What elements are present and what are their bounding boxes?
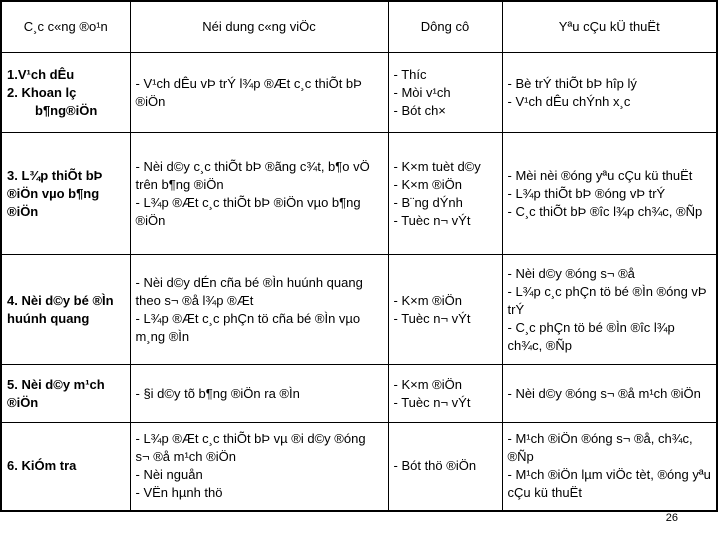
content-text: - §i d©y tõ b¶ng ®iÖn ra ®Ìn	[135, 385, 300, 401]
step-cell	[1, 133, 130, 255]
tool-text: - Tuèc n¬ vÝt	[393, 310, 471, 326]
header-content: Néi dung c«ng viÖc	[130, 1, 388, 53]
requirement-text: - Nèi d©y ®óng s¬ ®å m¹ch ®iÖn	[507, 385, 701, 401]
content-cell	[130, 133, 388, 255]
header-row	[1, 1, 717, 53]
content-text: - VËn hµnh thö	[135, 485, 223, 501]
table-row	[1, 133, 717, 255]
content-text: - L¾p ®Æt c¸c phÇn tö cña bé ®Ìn vµo m¸ng ®Ìn	[135, 310, 361, 344]
step-text: 5. Nèi d©y m¹ch ®iÖn	[7, 376, 105, 410]
requirements-cell	[502, 133, 717, 255]
requirement-text: - M¹ch ®iÖn ®óng s¬ ®å, ch¾c, ®Ñp	[507, 431, 693, 465]
step-text: 1.V¹ch dÊu	[7, 66, 75, 82]
requirement-text: - C¸c phÇn tö bé ®Ìn ®îc l¾p ch¾c, ®Ñp	[507, 319, 675, 353]
requirement-text: - M¹ch ®iÖn lµm viÖc tèt, ®óng yªu cÇu kü thuËt	[507, 467, 711, 501]
requirements-cell	[502, 255, 717, 365]
requirement-text: - Mèi nèi ®óng yªu cÇu kü thuËt	[507, 167, 693, 183]
requirements-cell	[502, 53, 717, 133]
tools-cell	[388, 423, 502, 511]
step-cell	[1, 423, 130, 511]
step-text: 6. KiÓm tra	[7, 458, 77, 474]
step-text: 2. Khoan lç	[7, 84, 77, 100]
content-text: - V¹ch dÊu vÞ trÝ l¾p ®Æt c¸c thiÕt bÞ ®iÖn	[135, 75, 362, 109]
table-row	[1, 423, 717, 511]
header-tools: Dông cô	[388, 1, 502, 53]
step-text: 4. Nèi d©y bé ®Ìn huúnh quang	[7, 292, 114, 326]
tool-text: - K×m ®iÖn	[393, 292, 462, 308]
page-number: 26	[665, 512, 678, 524]
header-steps: C¸c c«ng ®o¹n	[1, 1, 130, 53]
requirement-text: - V¹ch dÊu chÝnh x¸c	[507, 93, 631, 109]
step-cell	[1, 53, 130, 133]
requirement-text: - Nèi d©y ®óng s¬ ®å	[507, 265, 635, 281]
content-cell	[130, 423, 388, 511]
tool-text: - Mòi v¹ch	[393, 84, 451, 100]
content-text: - Nèi d©y c¸c thiÕt bÞ ®ãng c¾t, b¶o vÖ trên b¶ng ®iÖn	[135, 158, 370, 192]
requirement-text: - L¾p thiÕt bÞ ®óng vÞ trÝ	[507, 185, 666, 201]
content-text: - L¾p ®Æt c¸c thiÕt bÞ vµ ®i d©y ®óng s¬ ®å m¹ch ®iÖn	[135, 431, 366, 465]
step-text: 3. L¾p thiÕt bÞ ®iÖn vµo b¶ng ®iÖn	[7, 167, 103, 219]
requirements-cell	[502, 423, 717, 511]
content-cell	[130, 53, 388, 133]
content-text: - Nèi d©y dÉn cña bé ®Ìn huúnh quang theo s¬ ®å l¾p ®Æt	[135, 274, 363, 308]
header-requirements: Yªu cÇu kÜ thuËt	[502, 1, 717, 53]
step-text: b¶ng®iÖn	[35, 102, 98, 118]
requirements-cell	[502, 365, 717, 423]
requirement-text: - C¸c thiÕt bÞ ®îc l¾p ch¾c, ®Ñp	[507, 203, 703, 219]
content-cell	[130, 255, 388, 365]
tool-text: - Bót thö ®iÖn	[393, 458, 477, 474]
tools-cell	[388, 133, 502, 255]
table-row	[1, 255, 717, 365]
content-cell	[130, 365, 388, 423]
tool-text: - Bót ch×	[393, 102, 446, 118]
tools-cell	[388, 255, 502, 365]
content-text: - L¾p ®Æt c¸c thiÕt bÞ ®iÖn vµo b¶ng ®iÖn	[135, 194, 361, 228]
tools-cell	[388, 53, 502, 133]
requirement-text: - Bè trÝ thiÕt bÞ hîp lý	[507, 75, 637, 91]
tool-text: - K×m ®iÖn	[393, 176, 462, 192]
tool-text: - Thíc	[393, 66, 427, 82]
tool-text: - K×m ®iÖn	[393, 376, 462, 392]
tool-text: - B¨ng dÝnh	[393, 194, 463, 210]
table-row	[1, 53, 717, 133]
tool-text: - Tuèc n¬ vÝt	[393, 394, 471, 410]
step-cell	[1, 255, 130, 365]
content-text: - Nèi nguån	[135, 467, 203, 483]
step-cell	[1, 365, 130, 423]
tools-cell	[388, 365, 502, 423]
tool-text: - Tuèc n¬ vÝt	[393, 212, 471, 228]
requirement-text: - L¾p c¸c phÇn tö bé ®Ìn ®óng vÞ trÝ	[507, 283, 707, 317]
table-row	[1, 365, 717, 423]
tool-text: - K×m tuèt d©y	[393, 158, 481, 174]
